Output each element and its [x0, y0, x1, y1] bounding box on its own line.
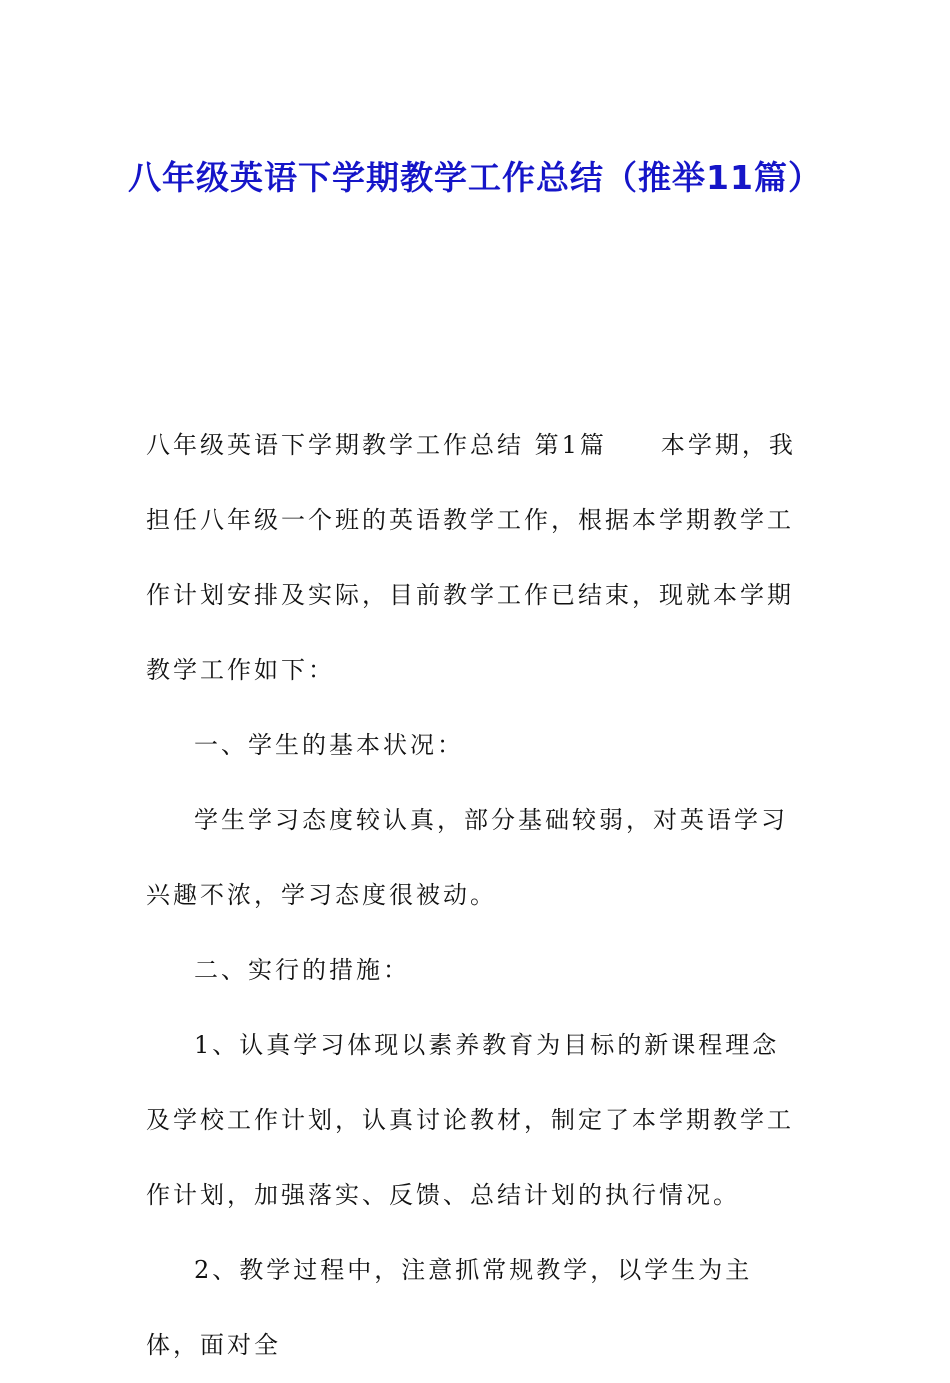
document-body	[146, 408, 806, 1383]
document-title: 八年级英语下学期教学工作总结（推举11篇）	[128, 158, 822, 198]
paragraph-measure-2: 2、教学过程中，注意抓常规教学，以学生为主体，面对全	[146, 1256, 753, 1359]
paragraph-measure-1: 1、认真学习体现以素养教育为目标的新课程理念及学校工作计划，认真讨论教材，制定了本学期教学工作计划，加强落实、反馈、总结计划的执行情况。	[146, 1031, 794, 1209]
paragraph-student-status: 学生学习态度较认真，部分基础较弱，对英语学习兴趣不浓，学习态度很被动。	[146, 806, 788, 909]
paragraph-section-heading-2: 二、实行的措施：	[194, 956, 410, 984]
paragraph-section-heading-1: 一、学生的基本状况：	[194, 731, 464, 759]
paragraph-intro: 八年级英语下学期教学工作总结 第1篇 本学期，我担任八年级一个班的英语教学工作，根据本学期教学工作计划安排及实际，目前教学工作已结束，现就本学期教学工作如下：	[146, 431, 796, 684]
